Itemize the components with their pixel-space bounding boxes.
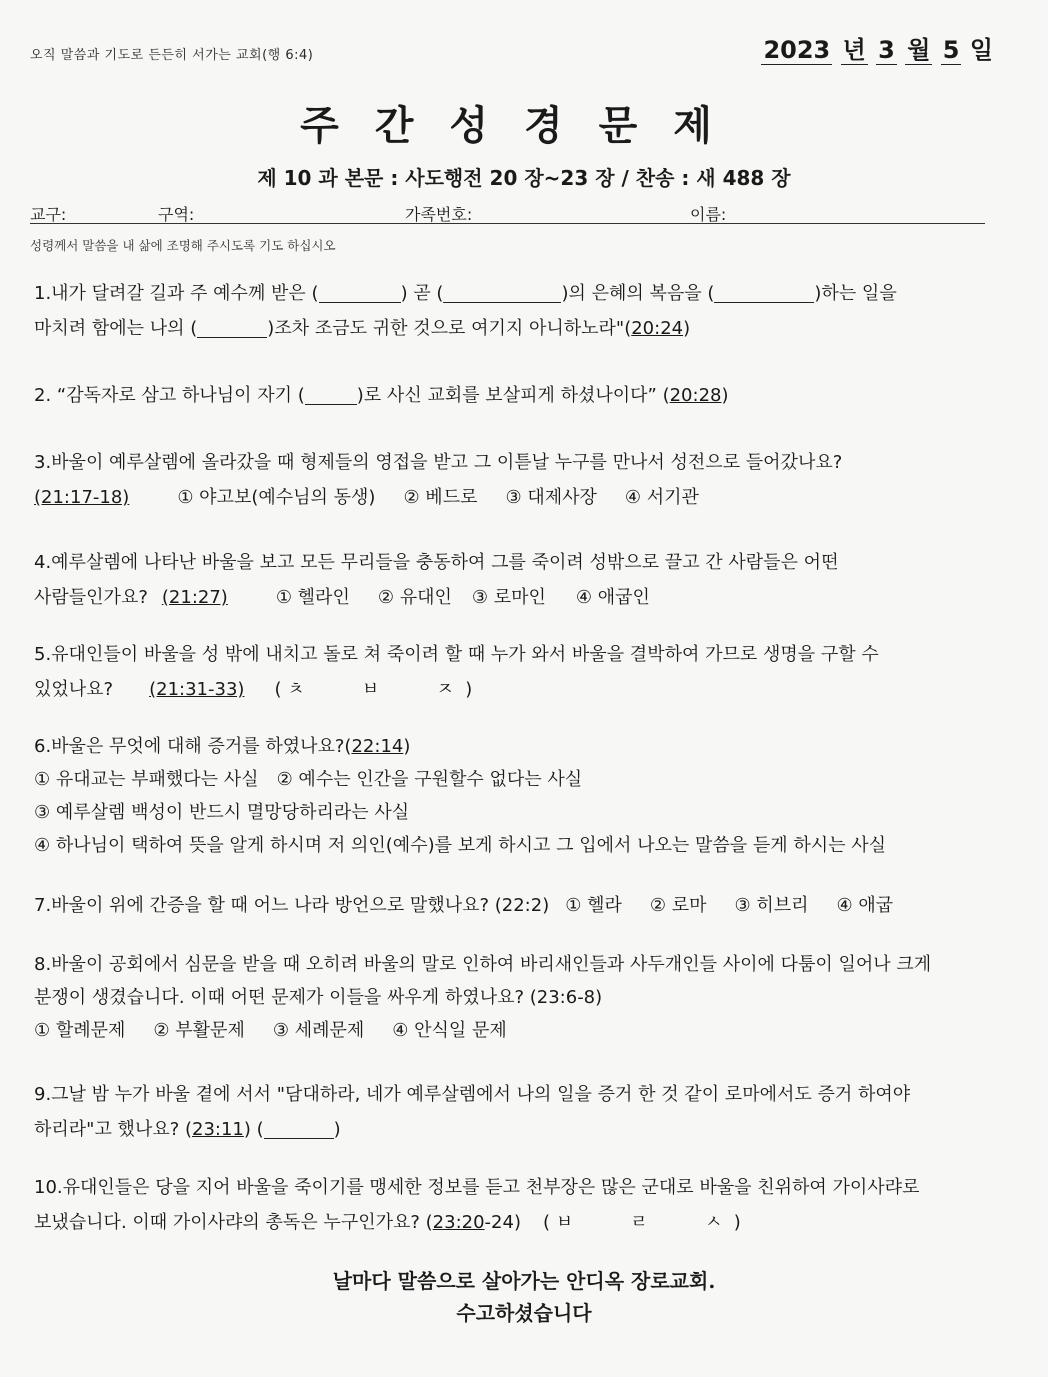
question-text: (21:27) [161, 587, 228, 608]
question-text: ) [721, 385, 729, 406]
question-9 [34, 1077, 910, 1147]
question-text: 5.유대인들이 바울을 성 밖에 내치고 돌로 쳐 죽이려 할 때 누가 와서 바울을 결박하여 가므로 생명을 구할 수 [34, 644, 879, 665]
question-text [565, 895, 893, 916]
question-text: 보냈습니다. 이때 가이사랴의 총독은 누구인가요? ( [34, 1212, 433, 1233]
group-label: 구역: [158, 205, 195, 224]
prayer-note: 성령께서 말씀을 내 삶에 조명해 주시도록 기도 하십시오 [30, 238, 336, 253]
question-10 [34, 1170, 919, 1240]
question-text: 2. “감독자로 삼고 하나님이 자기 ( [34, 385, 305, 406]
answer-blank[interactable] [443, 282, 561, 303]
answer-blank[interactable] [197, 317, 267, 338]
question-text: 10.유대인들은 당을 지어 바울을 죽이기를 맹세한 정보를 듣고 천부장은 많은 군대로 바울을 친위하여 가이사랴로 [34, 1177, 920, 1198]
question-text: )로 사신 교회를 보살피게 하셨나이다” ( [356, 385, 670, 406]
question-text: (21:17-18) [34, 487, 130, 508]
question-text: 7.바울이 위에 간증을 할 때 어느 나라 방언으로 말했나요? (22:2) [34, 895, 550, 916]
church-motto: 오직 말씀과 기도로 든든히 서가는 교회(행 6:4) [30, 48, 314, 63]
option: ① 유대교는 부패했다는 사실 [34, 769, 259, 790]
option: ② 예수는 인간을 구원할수 없다는 사실 [276, 769, 583, 790]
question-text: 8.바울이 공회에서 심문을 받을 때 오히려 바울의 말로 인하여 바리새인들과 사두개인들 사이에 다툼이 일어나 크게 [34, 954, 932, 975]
question-text: )하는 일을 [814, 283, 897, 304]
question-3 [34, 445, 842, 515]
answer-blank[interactable] [714, 282, 814, 303]
question-text [34, 480, 842, 515]
answer-blank[interactable] [305, 384, 357, 405]
date-day: 5 [942, 36, 960, 64]
option: ② 유대인 [377, 587, 452, 608]
district-label: 교구: [30, 205, 67, 224]
question-text [34, 1014, 931, 1047]
closing-message [0, 1265, 1048, 1329]
option: ② 로마 [649, 895, 707, 916]
question-text: 20:28 [669, 385, 722, 406]
date: 2023 년 3 월 5 일 [763, 36, 993, 64]
question-text [34, 1112, 910, 1147]
question-text [34, 763, 886, 796]
family-number-label: 가족번호: [405, 205, 473, 224]
question-text: ) [403, 736, 411, 757]
question-2 [34, 378, 729, 413]
question-text: 사람들인가요? [34, 587, 148, 608]
question-text: ) ( [243, 1119, 264, 1140]
closing-line-2: 수고하셨습니다 [456, 1301, 592, 1325]
question-text: 3.바울이 예루살렘에 올라갔을 때 형제들의 영접을 받고 그 이튿날 누구를 만나서 성전으로 들어갔나요? [34, 452, 843, 473]
date-year: 2023 [763, 36, 831, 64]
hint: ( ㅂ ㄹ ㅅ ) [542, 1212, 741, 1233]
question-5 [34, 637, 879, 707]
page-title: 주간성경문제 [300, 103, 748, 149]
option: ④ 애굽인 [575, 587, 650, 608]
question-text: 9.그날 밤 누가 바울 곁에 서서 "담대하라, 네가 예루살렘에서 나의 일을 증거 한 것 같이 로마에서도 증거 하여야 [34, 1084, 911, 1105]
question-7 [34, 888, 893, 923]
question-6 [34, 730, 886, 862]
question-text: 하리라"고 했나요? ( [34, 1119, 193, 1140]
option: ② 부활문제 [153, 1020, 245, 1041]
option: ① 할례문제 [34, 1020, 126, 1041]
info-underline [30, 223, 985, 224]
option: ② 베드로 [403, 487, 478, 508]
question-text: 23:20 [432, 1212, 485, 1233]
option: ③ 대제사장 [505, 487, 597, 508]
question-text [34, 311, 897, 346]
question-text: )의 은혜의 복음을 ( [561, 283, 715, 304]
answer-blank[interactable] [319, 282, 401, 303]
question-text: )조차 조금도 귀한 것으로 여기지 아니하노라"( [267, 318, 632, 339]
option: ① 헬라 [565, 895, 622, 916]
question-8 [34, 948, 931, 1047]
question-text: 마치려 함에는 나의 ( [34, 318, 198, 339]
option: ④ 애굽 [836, 895, 894, 916]
question-text [34, 276, 897, 311]
name-label: 이름: [690, 205, 727, 224]
question-text: -24) [484, 1212, 521, 1233]
option: ④ 하나님이 택하여 뜻을 알게 하시며 저 의인(예수)를 보게 하시고 그 입에서 나오는 말씀을 듣게 하시는 사실 [34, 835, 887, 856]
question-text: 22:14 [351, 736, 404, 757]
closing-line-1: 날마다 말씀으로 살아가는 안디옥 장로교회. [332, 1269, 716, 1293]
question-text: 6.바울은 무엇에 대해 증거를 하였나요?( [34, 736, 352, 757]
member-info-line [30, 202, 985, 224]
option: ③ 세례문제 [272, 1020, 365, 1041]
lesson-subtitle: 제 10 과 본문 : 사도행전 20 장~23 장 / 찬송 : 새 488 장 [257, 166, 791, 190]
question-text: 있었나요? [34, 679, 114, 700]
date-month: 3 [878, 36, 895, 64]
question-text [34, 580, 838, 615]
question-text [34, 730, 886, 763]
option: ④ 안식일 문제 [392, 1020, 507, 1041]
question-text: ) 곧 ( [400, 283, 444, 304]
option: ① 헬라인 [275, 587, 350, 608]
option: ① 야고보(예수님의 동생) [177, 487, 376, 508]
option: ③ 로마인 [471, 587, 546, 608]
question-text: ) [683, 318, 691, 339]
question-text: 4.예루살렘에 나타난 바울을 보고 모든 무리들을 충동하여 그를 죽이려 성밖으로 끌고 간 사람들은 어떤 [34, 552, 839, 573]
question-text: (21:31-33) [149, 679, 245, 700]
option: ③ 예루살렘 백성이 반드시 멸망당하리라는 사실 [34, 802, 410, 823]
question-text [34, 1205, 919, 1240]
question-text: 23:11 [192, 1119, 244, 1140]
question-text: 20:24 [631, 318, 684, 339]
question-1 [34, 276, 897, 346]
question-text: 1.내가 달려갈 길과 주 예수께 받은 ( [34, 283, 319, 304]
answer-blank[interactable] [264, 1118, 334, 1139]
question-text [34, 672, 879, 707]
question-text: ) [333, 1119, 341, 1140]
hint: ( ㅊ ㅂ ㅈ ) [274, 679, 473, 700]
option: ④ 서기관 [624, 487, 699, 508]
question-4 [34, 545, 838, 615]
option: ③ 히브리 [734, 895, 809, 916]
question-text: 분쟁이 생겼습니다. 이때 어떤 문제가 이들을 싸우게 하였나요? (23:6-8) [34, 987, 603, 1008]
